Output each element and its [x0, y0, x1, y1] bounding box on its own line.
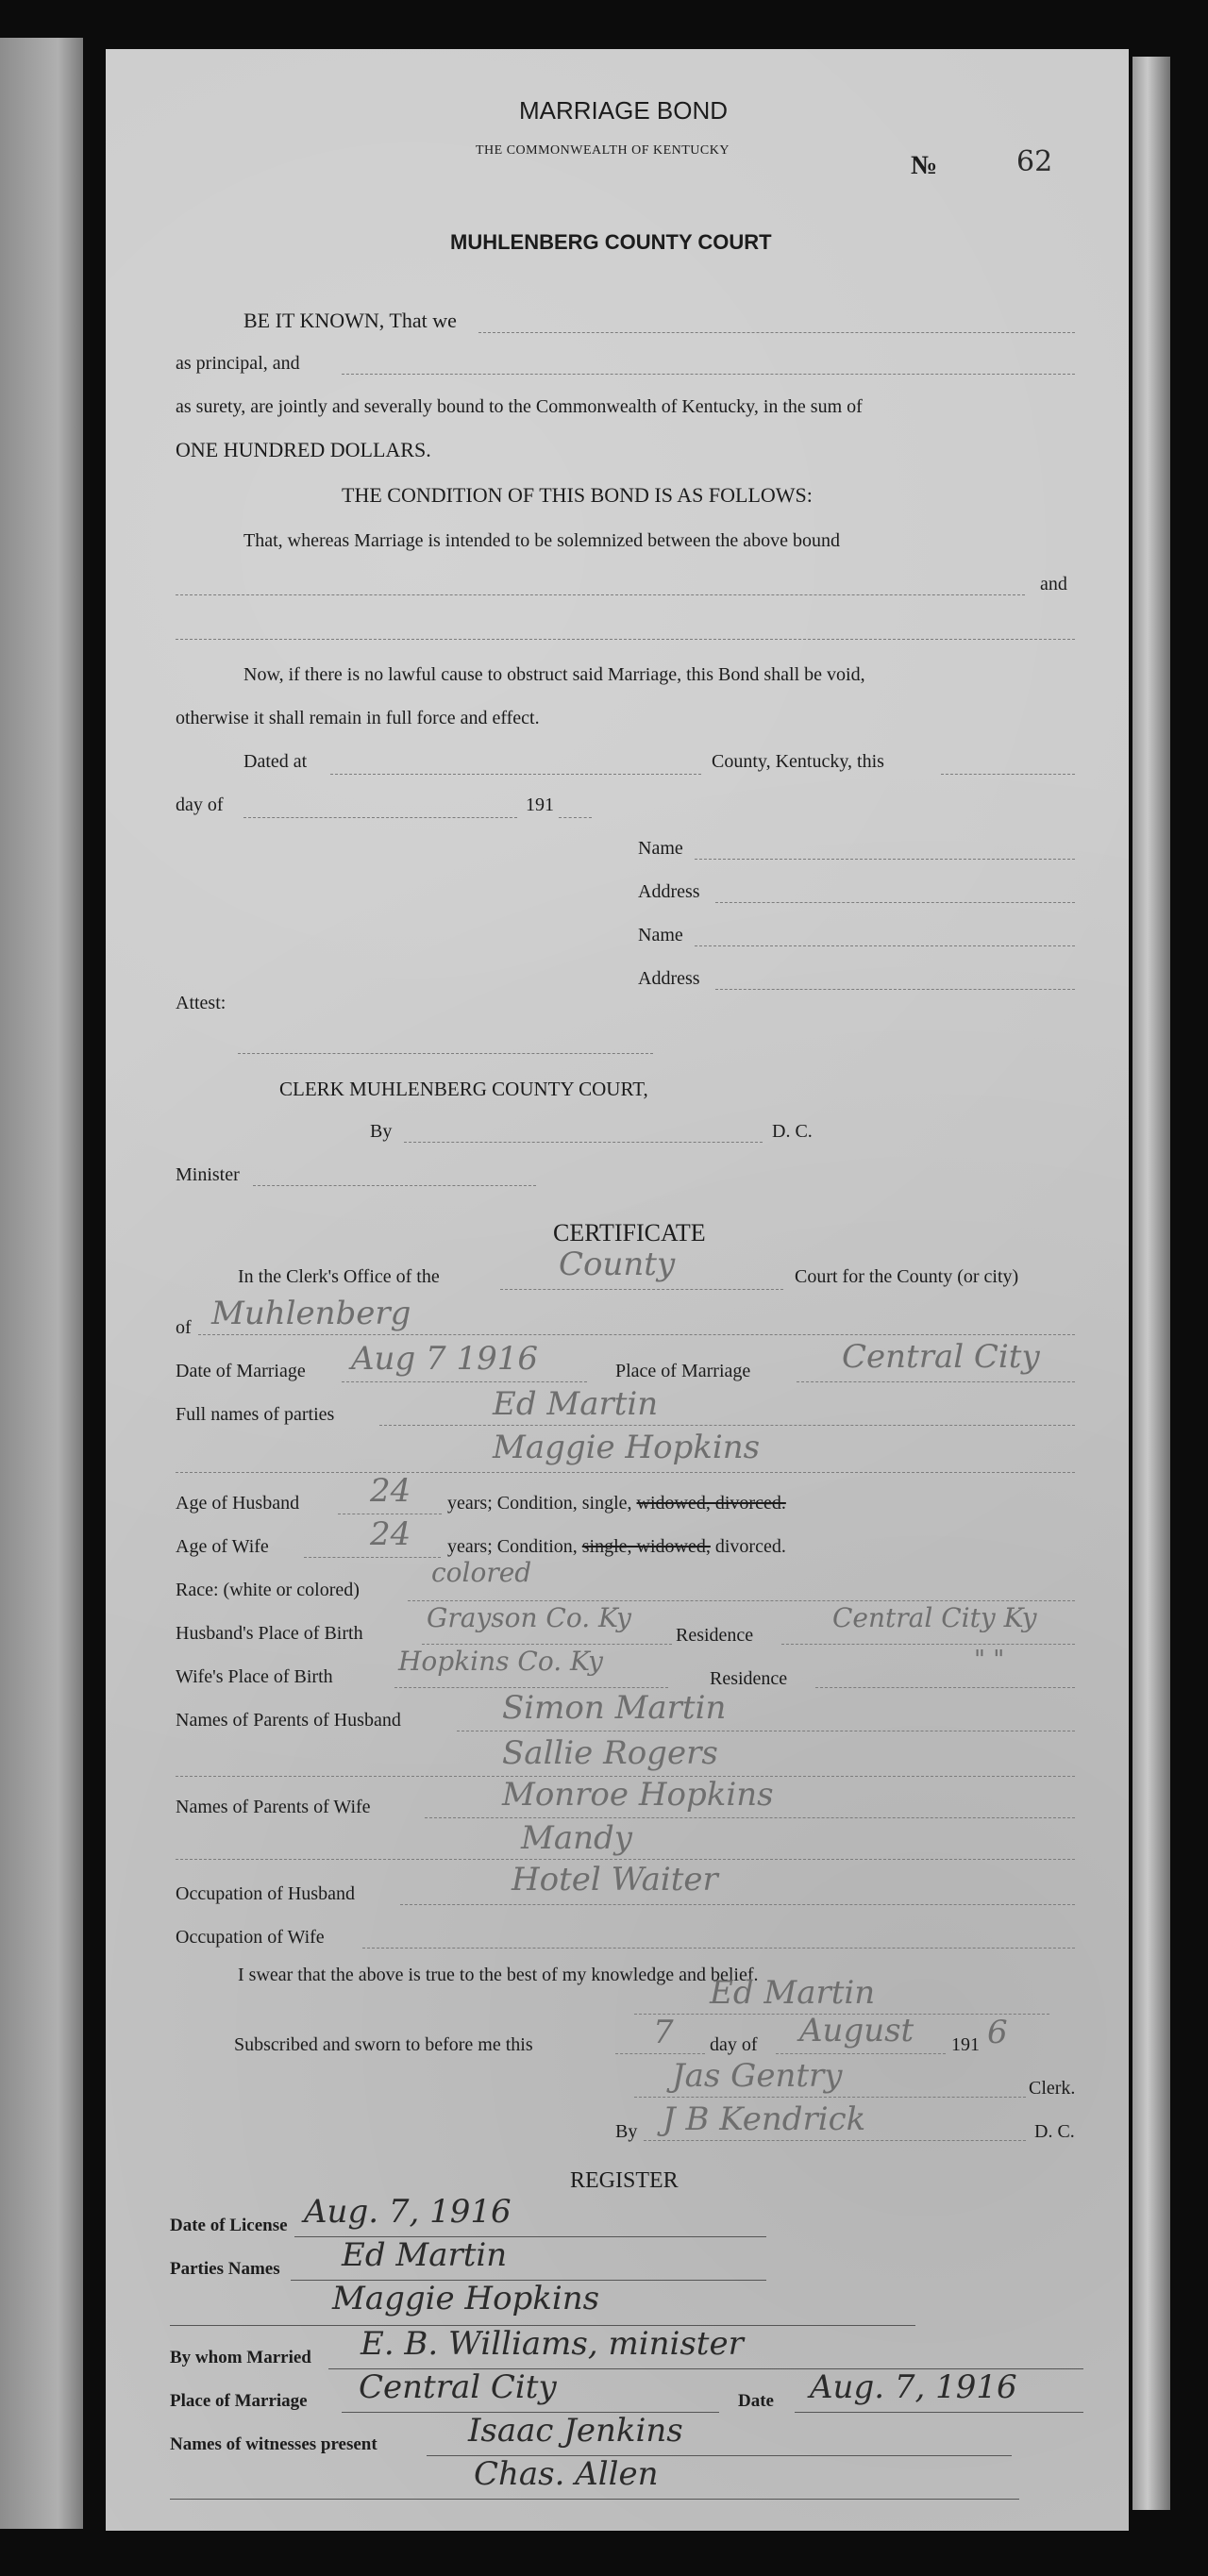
- certificate-line: [176, 1472, 1075, 1473]
- certificate-line: [400, 1904, 1075, 1905]
- married-by-label: By whom Married: [170, 2348, 311, 2367]
- husband-birth-handwritten: Grayson Co. Ky: [427, 1602, 631, 1633]
- certificate-line: [408, 1600, 1075, 1601]
- now-text: Now, if there is no lawful cause to obstruct said Marriage, this Bond shall be void,: [243, 664, 865, 685]
- principal-text: as principal, and: [176, 353, 300, 374]
- groom-signature-handwritten: Ed Martin: [710, 1974, 876, 2012]
- whereas-text: That, whereas Marriage is intended to be solemnized between the above bound: [243, 530, 841, 551]
- husband-father-handwritten: Simon Martin: [502, 1689, 727, 1727]
- occupation-husband-handwritten: Hotel Waiter: [512, 1861, 718, 1899]
- register-date-label: Date: [738, 2391, 774, 2411]
- sum-text: ONE HUNDRED DOLLARS.: [176, 438, 431, 461]
- husband-birth-label: Husband's Place of Birth: [176, 1623, 363, 1644]
- bond-line: [478, 332, 1075, 333]
- bond-line: [559, 817, 592, 818]
- witness-1-handwritten: Isaac Jenkins: [468, 2412, 683, 2450]
- certificate-line: [304, 1557, 441, 1558]
- certificate-line: [615, 2053, 705, 2054]
- sworn-day-of-text: day of: [710, 2034, 758, 2055]
- bond-line: [404, 1142, 763, 1143]
- certificate-line: [781, 1644, 1075, 1645]
- parents-wife-label: Names of Parents of Wife: [176, 1797, 371, 1817]
- wife-mother-handwritten: Mandy: [521, 1819, 632, 1857]
- register-place-handwritten: Central City: [359, 2368, 557, 2406]
- occupation-wife-label: Occupation of Wife: [176, 1927, 325, 1948]
- certificate-line: [500, 1289, 783, 1290]
- sworn-year-suffix-handwritten: 6: [987, 2014, 1008, 2051]
- marriage-date-handwritten: Aug 7 1916: [351, 1340, 538, 1378]
- bond-line: [941, 774, 1075, 775]
- condition-heading: THE CONDITION OF THIS BOND IS AS FOLLOWS:: [342, 483, 813, 507]
- bond-line: [243, 817, 517, 818]
- husband-condition-text: [447, 1493, 786, 1514]
- occupation-husband-label: Occupation of Husband: [176, 1883, 355, 1904]
- court-for-text: Court for the County (or city): [795, 1266, 1019, 1287]
- register-heading: REGISTER: [570, 2168, 679, 2193]
- court-type-handwritten: County: [559, 1246, 676, 1283]
- dc-signature-handwritten: J B Kendrick: [663, 2100, 866, 2138]
- witness-2-handwritten: Chas. Allen: [474, 2455, 659, 2493]
- register-line: [170, 2499, 1019, 2500]
- clerk-label: Clerk.: [1029, 2078, 1076, 2099]
- register-party-1-handwritten: Ed Martin: [342, 2236, 508, 2274]
- age-wife-label: Age of Wife: [176, 1536, 269, 1557]
- bond-line: [253, 1185, 536, 1186]
- bond-line: [695, 945, 1075, 946]
- wife-father-handwritten: Monroe Hopkins: [502, 1776, 774, 1814]
- place-of-marriage-label: Place of Marriage: [615, 1361, 751, 1381]
- bond-line: [715, 989, 1075, 990]
- otherwise-text: otherwise it shall remain in full force and effect.: [176, 708, 540, 728]
- bond-line: [342, 374, 1075, 375]
- register-party-2-handwritten: Maggie Hopkins: [332, 2280, 600, 2317]
- minister-label: Minister: [176, 1164, 240, 1185]
- license-date-label: Date of License: [170, 2216, 288, 2235]
- husband-mother-handwritten: Sallie Rogers: [502, 1734, 718, 1772]
- day-of-text: day of: [176, 795, 224, 815]
- year-191-text: 191: [526, 795, 554, 815]
- certificate-line: [425, 1817, 1075, 1818]
- register-place-label: Place of Marriage: [170, 2391, 308, 2411]
- certificate-line: [342, 1381, 587, 1382]
- certificate-line: [815, 1687, 1075, 1688]
- wife-condition-suffix: divorced.: [710, 1536, 786, 1557]
- certificate-line: [362, 1948, 1075, 1949]
- by-label: By: [370, 1121, 393, 1142]
- bond-line: [695, 859, 1075, 860]
- of-label: of: [176, 1317, 192, 1338]
- bond-title: MARRIAGE BOND: [519, 96, 729, 125]
- court-name: MUHLENBERG COUNTY COURT: [450, 230, 772, 254]
- bond-number: 62: [1016, 145, 1053, 178]
- clerk-signature-handwritten: Jas Gentry: [672, 2057, 843, 2095]
- dc-label: D. C.: [1034, 2121, 1075, 2142]
- dc-label: D. C.: [772, 1121, 813, 1142]
- name-label-1: Name: [638, 838, 683, 859]
- wife-residence-handwritten: " ": [974, 1646, 1005, 1674]
- age-husband-label: Age of Husband: [176, 1493, 300, 1514]
- be-it-known-text: BE IT KNOWN, That we: [243, 309, 457, 332]
- register-line: [795, 2412, 1083, 2413]
- address-label-1: Address: [638, 881, 700, 902]
- marriage-place-handwritten: Central City: [842, 1338, 1040, 1376]
- sworn-year-prefix: 191: [951, 2034, 980, 2055]
- wife-condition-struck: single, widowed,: [581, 1536, 711, 1557]
- dated-at-text: Dated at: [243, 751, 308, 772]
- register-date-handwritten: Aug. 7, 1916: [810, 2368, 1017, 2406]
- bond-line: [176, 639, 1075, 640]
- party-2-handwritten: Maggie Hopkins: [493, 1429, 761, 1466]
- bond-line: [330, 774, 701, 775]
- by-dc-label: By: [615, 2121, 638, 2142]
- sworn-day-handwritten: 7: [653, 2014, 674, 2051]
- certificate-heading: CERTIFICATE: [553, 1219, 706, 1246]
- wife-birth-handwritten: Hopkins Co. Ky: [398, 1646, 603, 1677]
- certificate-line: [176, 1859, 1075, 1860]
- wife-residence-label: Residence: [710, 1668, 788, 1689]
- number-label: №: [911, 151, 938, 180]
- county-handwritten: Muhlenberg: [211, 1295, 411, 1332]
- certificate-line: [422, 1644, 672, 1645]
- wife-condition-text: [447, 1536, 786, 1558]
- race-handwritten: colored: [431, 1557, 532, 1588]
- attest-label: Attest:: [176, 993, 226, 1013]
- certificate-line: [634, 2097, 1026, 2098]
- wife-condition-prefix: years; Condition,: [447, 1536, 582, 1557]
- parties-names-label: Parties Names: [170, 2259, 280, 2279]
- husband-residence-handwritten: Central City Ky: [832, 1602, 1037, 1633]
- witnesses-label: Names of witnesses present: [170, 2434, 378, 2454]
- date-of-marriage-label: Date of Marriage: [176, 1361, 306, 1381]
- age-husband-handwritten: 24: [370, 1472, 411, 1510]
- certificate-line: [198, 1334, 1075, 1335]
- bond-line: [176, 594, 1025, 595]
- full-names-label: Full names of parties: [176, 1404, 335, 1425]
- wife-birth-label: Wife's Place of Birth: [176, 1666, 333, 1687]
- swear-text: I swear that the above is true to the best of my knowledge and belief.: [238, 1965, 759, 1985]
- parents-husband-label: Names of Parents of Husband: [176, 1710, 401, 1731]
- bond-line: [715, 902, 1075, 903]
- certificate-line: [644, 2140, 1026, 2141]
- husband-condition-struck: widowed, divorced.: [636, 1493, 786, 1514]
- sworn-month-handwritten: August: [799, 2012, 914, 2049]
- race-label: Race: (white or colored): [176, 1580, 360, 1600]
- certificate-line: [797, 1381, 1075, 1382]
- commonwealth-label: THE COMMONWEALTH OF KENTUCKY: [476, 143, 730, 158]
- name-label-2: Name: [638, 925, 683, 945]
- husband-condition-prefix: years; Condition, single,: [447, 1493, 637, 1514]
- subscribed-text: Subscribed and sworn to before me this: [234, 2034, 533, 2055]
- certificate-line: [379, 1425, 1075, 1426]
- surety-text: as surety, are jointly and severally bound to the Commonwealth of Kentucky, in the sum of: [176, 396, 863, 417]
- clerks-office-text: In the Clerk's Office of the: [238, 1266, 440, 1287]
- party-1-handwritten: Ed Martin: [493, 1385, 659, 1423]
- clerk-court-text: CLERK MUHLENBERG COUNTY COURT,: [279, 1078, 648, 1100]
- marriage-bond-document: [106, 49, 1129, 2531]
- certificate-line: [776, 2053, 946, 2054]
- adjacent-page-edge: [0, 38, 83, 2529]
- married-by-handwritten: E. B. Williams, minister: [361, 2325, 744, 2363]
- age-wife-handwritten: 24: [370, 1515, 411, 1553]
- address-label-2: Address: [638, 968, 700, 989]
- book-spine-edge: [1132, 57, 1170, 2510]
- county-ky-text: County, Kentucky, this: [712, 751, 884, 772]
- bond-line: [238, 1053, 653, 1054]
- and-text: and: [1040, 574, 1067, 594]
- husband-residence-label: Residence: [676, 1625, 754, 1646]
- license-date-handwritten: Aug. 7, 1916: [304, 2193, 512, 2231]
- certificate-line: [394, 1687, 668, 1688]
